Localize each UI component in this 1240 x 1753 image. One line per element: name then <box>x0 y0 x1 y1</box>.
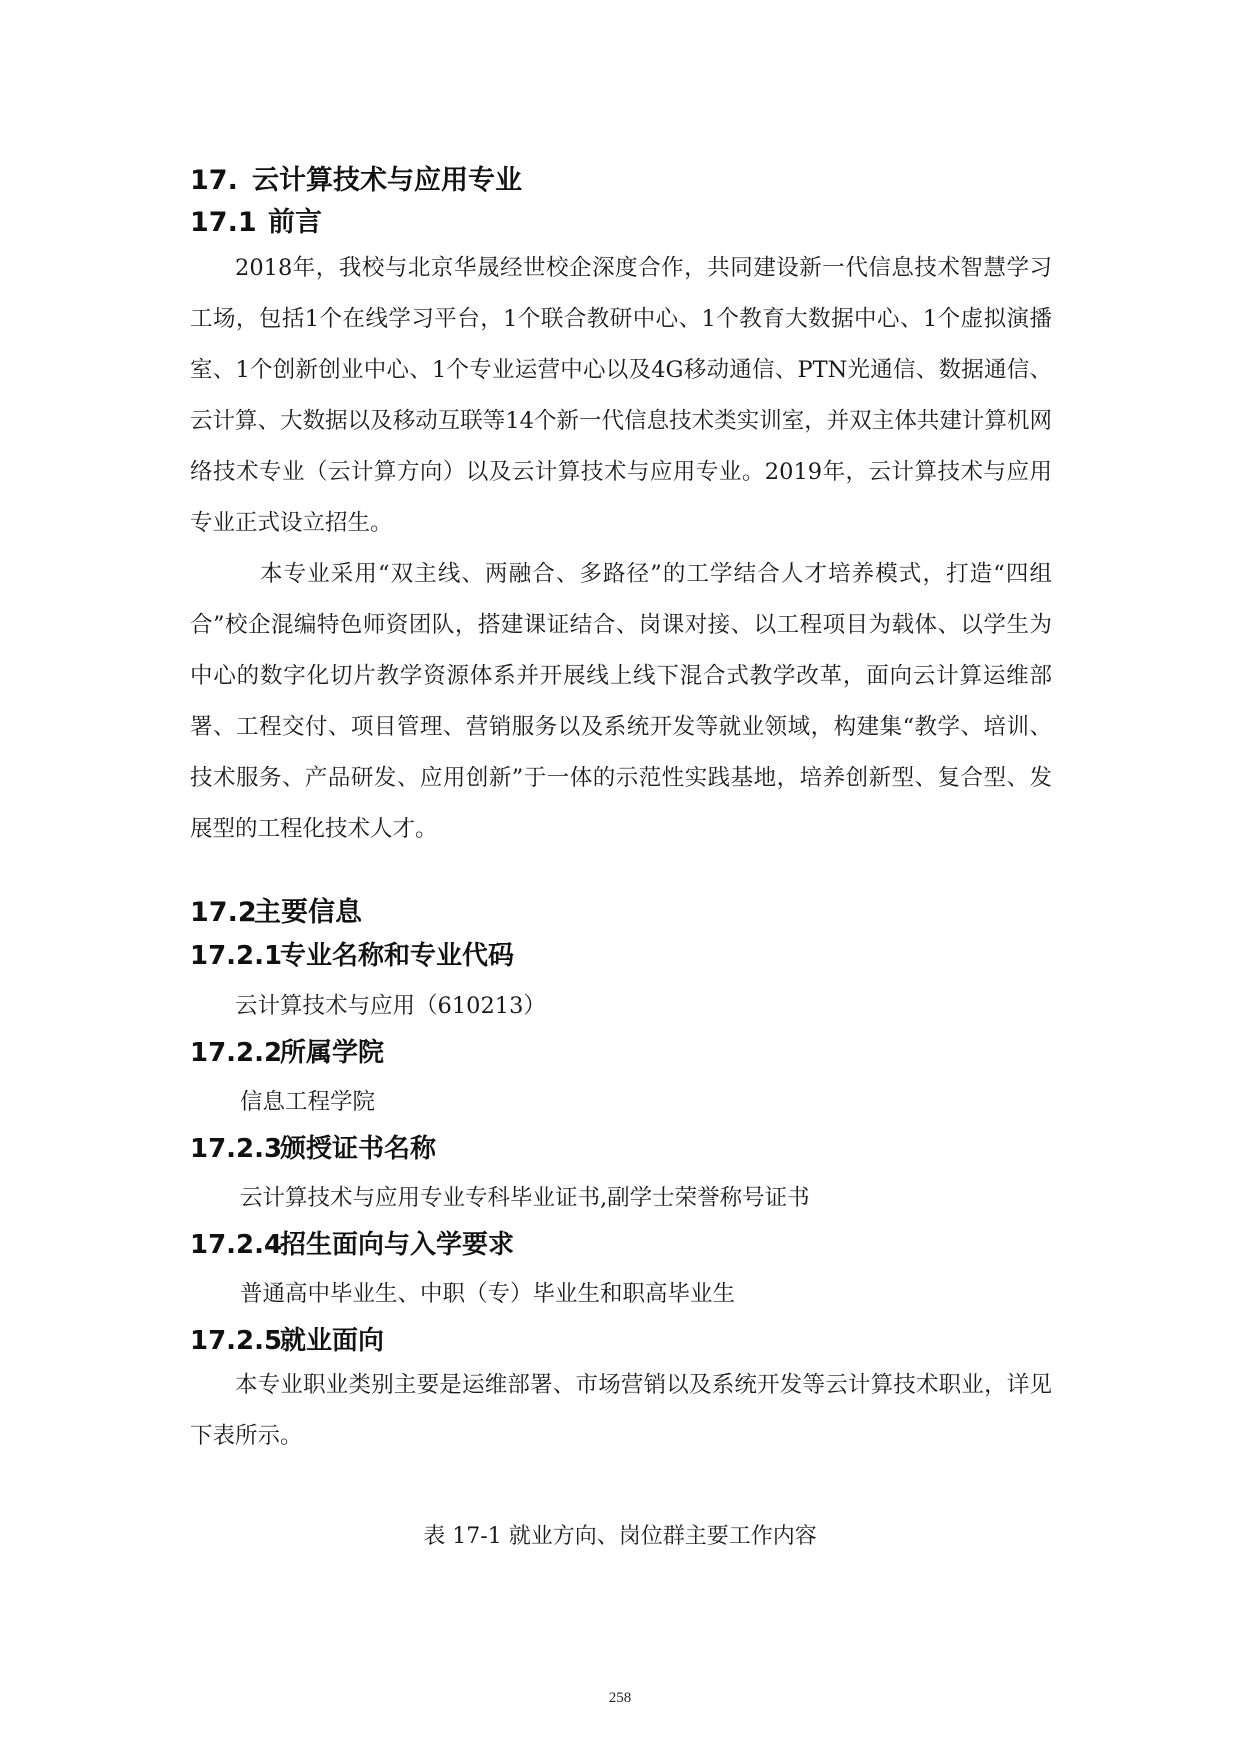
subsection-number: 17.2.3 <box>190 1134 283 1164</box>
section-title: 前言 <box>268 207 322 238</box>
subsection-number: 17.2.2 <box>190 1038 283 1068</box>
subsection-title: 招生面向与入学要求 <box>280 1230 515 1260</box>
subsection-heading-admission <box>190 1224 514 1261</box>
section-heading-preface <box>190 200 322 239</box>
major-name-value: 云计算技术与应用（610213） <box>235 993 546 1019</box>
subsection-heading-college <box>190 1032 384 1069</box>
section-heading-info <box>190 890 362 929</box>
subsection-number: 17.2.5 <box>190 1326 283 1356</box>
subsection-title: 就业面向 <box>280 1326 385 1356</box>
preface-paragraph-1: 2018年，我校与北京华晟经世校企深度合作，共同建设新一代信息技术智慧学习工场，包括1个在线学习平台，1个联合教研中心、1个教育大数据中心、1个虚拟演播室、1个创新创业中心、1个专业运营中心以及4G移动通信、PTN光通信、数据通信、云计算、大数据以及移动互联等14个新一代信息技术类实训室，并双主体共建计算机网络技术专业（云计算方向）以及云计算技术与应用专业。2019年，云计算技术与应用专业正式设立招生。 <box>190 255 1052 536</box>
section-number: 17.2 <box>190 897 257 928</box>
subsection-title: 颁授证书名称 <box>280 1134 437 1164</box>
chapter-heading <box>190 158 522 197</box>
section-number: 17.1 <box>190 207 257 238</box>
subsection-number: 17.2.4 <box>190 1230 283 1260</box>
subsection-title: 专业名称和专业代码 <box>280 941 515 971</box>
subsection-title: 所属学院 <box>280 1038 385 1068</box>
admission-value: 普通高中毕业生、中职（专）毕业生和职高毕业生 <box>240 1281 736 1307</box>
table-caption: 表 17-1 就业方向、岗位群主要工作内容 <box>423 1524 817 1549</box>
page-number: 258 <box>608 1690 632 1706</box>
subsection-heading-major-name <box>190 935 514 972</box>
preface-paragraph-2: 本专业采用“双主线、两融合、多路径”的工学结合人才培养模式，打造“四组合”校企混编特色师资团队，搭建课证结合、岗课对接、以工程项目为载体、以学生为中心的数字化切片教学资源体系并开展线上线下混合式教学改革，面向云计算运维部署、工程交付、项目管理、营销服务以及系统开发等就业领域，构建集“教学、培训、技术服务、产品研发、应用创新”于一体的示范性实践基地，培养创新型、复合型、发展型的工程化技术人才。 <box>190 561 1052 842</box>
subsection-heading-employment <box>190 1320 384 1357</box>
certificate-value: 云计算技术与应用专业专科毕业证书,副学士荣誉称号证书 <box>240 1185 810 1211</box>
section-title: 主要信息 <box>254 897 362 928</box>
employment-paragraph: 本专业职业类别主要是运维部署、市场营销以及系统开发等云计算技术职业，详见下表所示。 <box>190 1372 1052 1449</box>
college-value: 信息工程学院 <box>240 1089 376 1115</box>
subsection-number: 17.2.1 <box>190 941 283 971</box>
subsection-heading-certificate <box>190 1128 436 1165</box>
chapter-number: 17. <box>190 165 238 196</box>
chapter-title: 云计算技术与应用专业 <box>252 165 522 196</box>
